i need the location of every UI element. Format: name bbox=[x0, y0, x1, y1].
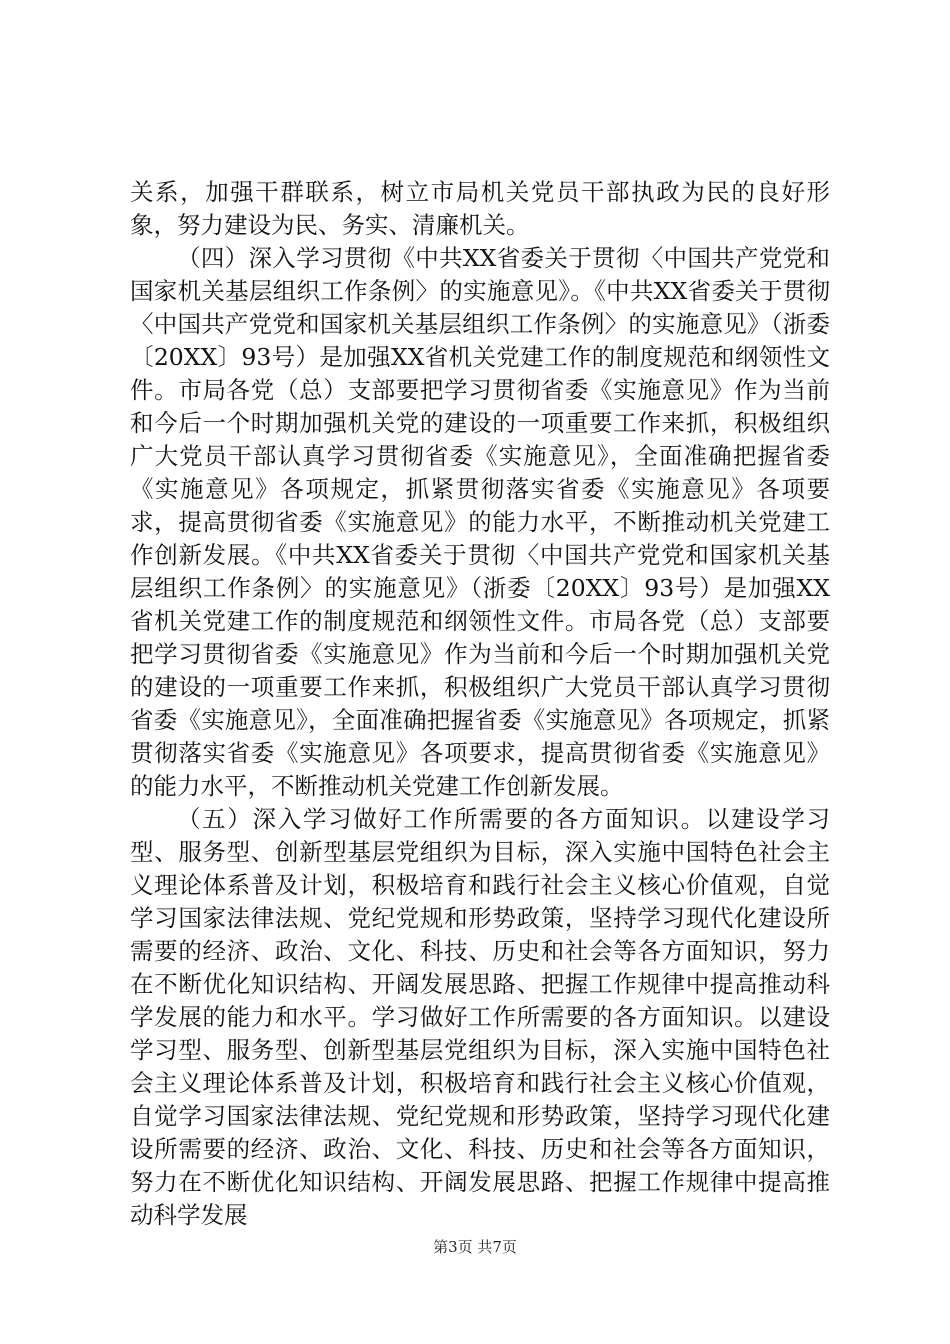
paragraph-section-five: （五）深入学习做好工作所需要的各方面知识。以建设学习型、服务型、创新型基层党组织为目标，深入实施中国特色社会主义理论体系普及计划，积极培育和践行社会主义核心价值观，自觉学习国家法律法规、党纪党规和形势政策，坚持学习现代化建设所需要的经济、政治、文化、科技、历史和社会等各方面知识，努力在不断优化知识结构、开阔发展思路、把握工作规律中提高推动科学发展的能力和水平。学习做好工作所需要的各方面知识。以建设学习型、服务型、创新型基层党组织为目标，深入实施中国特色社会主义理论体系普及计划，积极培育和践行社会主义核心价值观，自觉学习国家法律法规、党纪党规和形势政策，坚持学习现代化建设所需要的经济、政治、文化、科技、历史和社会等各方面知识，努力在不断优化知识结构、开阔发展思路、把握工作规律中提高推动科学发展 bbox=[130, 805, 830, 1229]
page-number-footer: 第3页 共7页 bbox=[433, 1238, 517, 1256]
paragraph-section-four: （四）深入学习贯彻《中共XX省委关于贯彻〈中国共产党党和国家机关基层组织工作条例〉的实施意见》。《中共XX省委关于贯彻〈中国共产党党和国家机关基层组织工作条例〉的实施意见》（浙委〔20XX〕93号）是加强XX省机关党建工作的制度规范和纲领性文件。市局各党（总）支部要把学习贯彻省委《实施意见》作为当前和今后一个时期加强机关党的建设的一项重要工作来抓，积极组织广大党员干部认真学习贯彻省委《实施意见》，全面准确把握省委《实施意见》各项规定，抓紧贯彻落实省委《实施意见》各项要求，提高贯彻省委《实施意见》的能力水平，不断推动机关党建工作创新发展。《中共XX省委关于贯彻〈中国共产党党和国家机关基层组织工作条例〉的实施意见》（浙委〔20XX〕93号）是加强XX省机关党建工作的制度规范和纲领性文件。市局各党（总）支部要把学习贯彻省委《实施意见》作为当前和今后一个时期加强机关党的建设的一项重要工作来抓，积极组织广大党员干部认真学习贯彻省委《实施意见》，全面准确把握省委《实施意见》各项规定，抓紧贯彻落实省委《实施意见》各项要求，提高贯彻省委《实施意见》的能力水平，不断推动机关党建工作创新发展。 bbox=[130, 244, 830, 800]
paragraph-continuation: 关系，加强干群联系，树立市局机关党员干部执政为民的良好形象，努力建设为民、务实、清廉机关。 bbox=[130, 178, 830, 239]
document-body bbox=[130, 176, 830, 1232]
